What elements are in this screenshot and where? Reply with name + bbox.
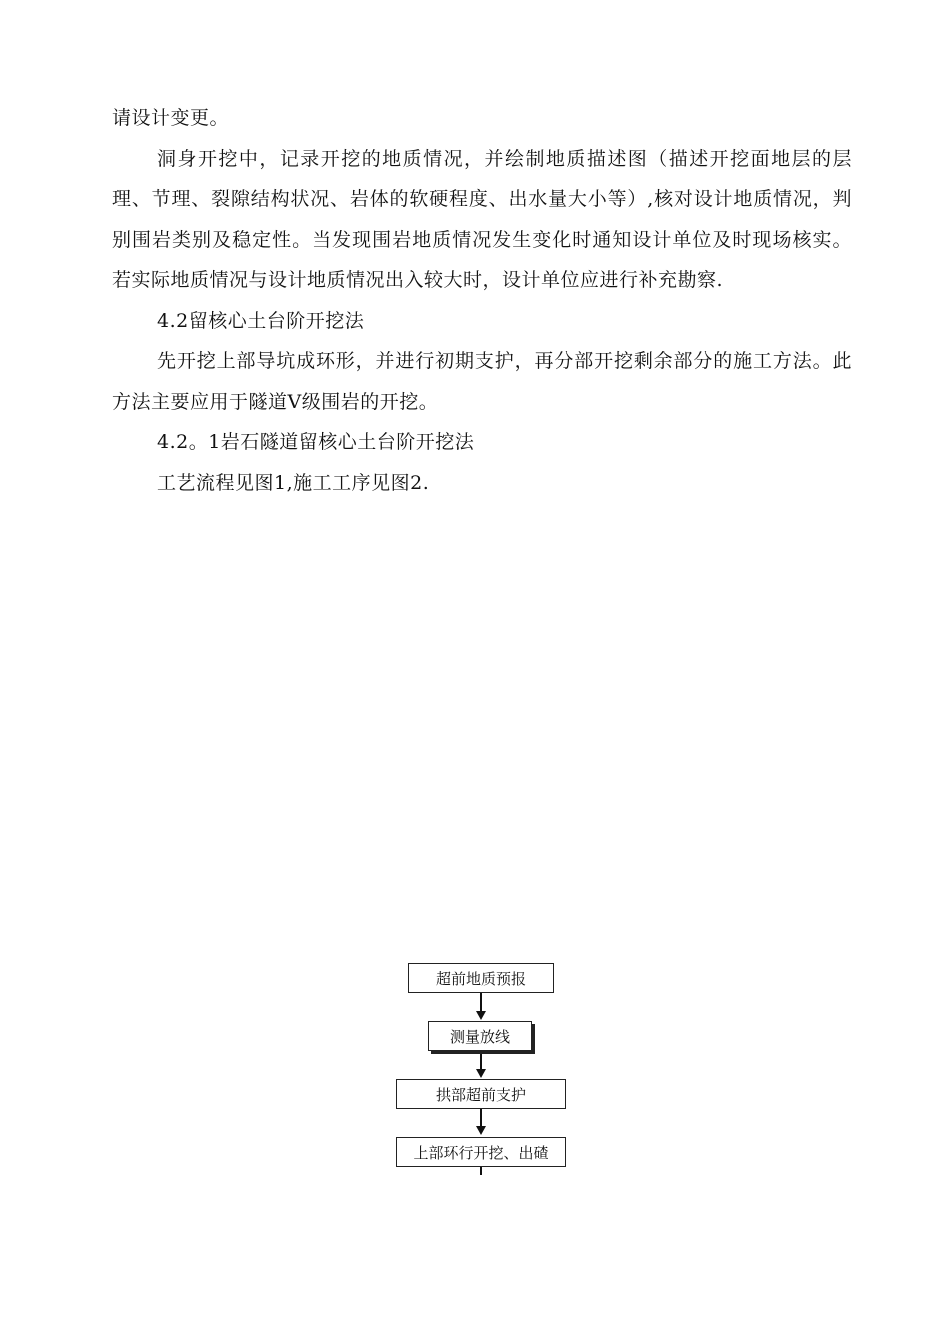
flow-arrow-1-head bbox=[476, 1011, 486, 1020]
flow-arrow-2 bbox=[480, 1054, 482, 1070]
flow-arrow-4-stub bbox=[480, 1167, 482, 1175]
section-heading-4-2: 4.2留核心土台阶开挖法 bbox=[157, 309, 365, 332]
flow-arrow-3-head bbox=[476, 1126, 486, 1135]
paragraph-3: 先开挖上部导坑成环形，并进行初期支护，再分部开挖剩余部分的施工方法。此方法主要应用于隧道Ⅴ级围岩的开挖。 bbox=[112, 350, 852, 413]
flow-arrow-3 bbox=[480, 1109, 482, 1127]
subsection-heading-4-2-1: 4.2。1岩石隧道留核心土台阶开挖法 bbox=[157, 431, 475, 453]
flow-arrow-2-head bbox=[476, 1069, 486, 1078]
flow-arrow-1 bbox=[480, 993, 482, 1012]
paragraph-1: 请设计变更。 bbox=[112, 107, 230, 129]
flow-step-2: 测量放线 bbox=[428, 1021, 532, 1051]
paragraph-2: 洞身开挖中，记录开挖的地质情况，并绘制地质描述图（描述开挖面地层的层理、节理、裂隙结构状况、岩体的软硬程度、出水量大小等）,核对设计地质情况，判别围岩类别及稳定性。当发现围岩地质情况发生变化时通知设计单位及时现场核实。若实际地质情况与设计地质情况出入较大时，设计单位应进行补充勘察. bbox=[112, 147, 852, 291]
paragraph-4: 工艺流程见图1,施工工序见图2. bbox=[157, 471, 430, 494]
flow-step-1: 超前地质预报 bbox=[408, 963, 554, 993]
flow-step-3: 拱部超前支护 bbox=[396, 1079, 566, 1109]
flow-step-4: 上部环行开挖、出碴 bbox=[396, 1137, 566, 1167]
